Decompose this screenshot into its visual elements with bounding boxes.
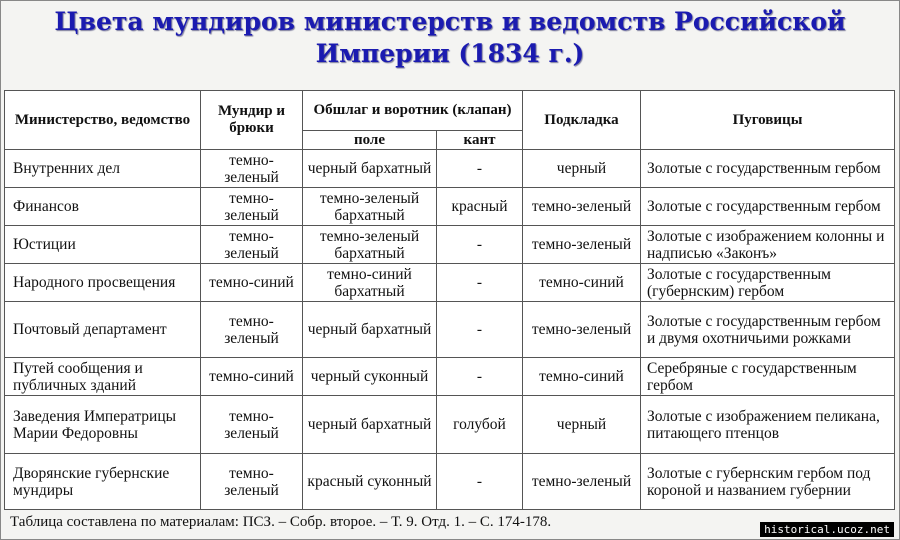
- cell-lining: темно-зеленый: [523, 188, 641, 226]
- cell-field: черный бархатный: [303, 302, 437, 358]
- source-footnote: Таблица составлена по материалам: ПСЗ. – Собр. второе. – Т. 9. Отд. 1. – С. 174-178.: [10, 514, 552, 530]
- cell-buttons: Золотые с государственным гербом: [641, 150, 895, 188]
- cell-ministry: Юстиции: [5, 226, 201, 264]
- cell-lining: черный: [523, 396, 641, 454]
- cell-lining: черный: [523, 150, 641, 188]
- cell-piping: красный: [437, 188, 523, 226]
- cell-uniform: темно-зеленый: [201, 188, 303, 226]
- page-title: [0, 6, 900, 70]
- table-row: [5, 358, 895, 396]
- cell-uniform: темно-зеленый: [201, 396, 303, 454]
- table-row: [5, 396, 895, 454]
- cell-field: темно-зеленый бархатный: [303, 188, 437, 226]
- header-piping: кант: [437, 131, 523, 150]
- header-field: поле: [303, 131, 437, 150]
- table-row: [5, 150, 895, 188]
- cell-buttons: Золотые с изображением колонны и надписью «Законъ»: [641, 226, 895, 264]
- cell-piping: -: [437, 264, 523, 302]
- cell-lining: темно-зеленый: [523, 454, 641, 510]
- table-row: [5, 188, 895, 226]
- cell-field: темно-синий бархатный: [303, 264, 437, 302]
- title-line-1: Цвета мундиров министерств и ведомств Российской: [54, 7, 846, 36]
- cell-field: черный бархатный: [303, 150, 437, 188]
- cell-field: черный бархатный: [303, 396, 437, 454]
- cell-uniform: темно-зеленый: [201, 454, 303, 510]
- cell-ministry: Финансов: [5, 188, 201, 226]
- cell-piping: -: [437, 150, 523, 188]
- cell-buttons: Серебряные с государственным гербом: [641, 358, 895, 396]
- title-line-2: Империи (1834 г.): [315, 39, 585, 68]
- cell-piping: -: [437, 226, 523, 264]
- header-cuffs-collar: Обшлаг и воротник (клапан): [303, 91, 523, 131]
- cell-ministry: Почтовый департамент: [5, 302, 201, 358]
- cell-lining: темно-зеленый: [523, 226, 641, 264]
- cell-uniform: темно-синий: [201, 264, 303, 302]
- table-row: [5, 264, 895, 302]
- header-uniform: Мундир и брюки: [201, 91, 303, 150]
- cell-lining: темно-зеленый: [523, 302, 641, 358]
- header-lining: Подкладка: [523, 91, 641, 150]
- cell-ministry: Дворянские губернские мундиры: [5, 454, 201, 510]
- cell-ministry: Народного просвещения: [5, 264, 201, 302]
- cell-field: темно-зеленый бархатный: [303, 226, 437, 264]
- cell-piping: -: [437, 358, 523, 396]
- table-row: [5, 226, 895, 264]
- cell-buttons: Золотые с губернским гербом под короной и названием губернии: [641, 454, 895, 510]
- header-buttons: Пуговицы: [641, 91, 895, 150]
- cell-piping: -: [437, 302, 523, 358]
- table-row: [5, 454, 895, 510]
- cell-buttons: Золотые с государственным гербом и двумя охотничьими рожками: [641, 302, 895, 358]
- cell-uniform: темно-зеленый: [201, 302, 303, 358]
- uniform-colors-table: [4, 90, 895, 510]
- cell-buttons: Золотые с государственным (губернским) гербом: [641, 264, 895, 302]
- cell-uniform: темно-зеленый: [201, 150, 303, 188]
- cell-lining: темно-синий: [523, 358, 641, 396]
- cell-buttons: Золотые с государственным гербом: [641, 188, 895, 226]
- cell-piping: -: [437, 454, 523, 510]
- cell-buttons: Золотые с изображением пеликана, питающего птенцов: [641, 396, 895, 454]
- cell-ministry: Путей сообщения и публичных зданий: [5, 358, 201, 396]
- site-watermark[interactable]: historical.ucoz.net: [760, 522, 894, 537]
- table-header: [5, 91, 895, 150]
- cell-piping: голубой: [437, 396, 523, 454]
- cell-lining: темно-синий: [523, 264, 641, 302]
- cell-uniform: темно-зеленый: [201, 226, 303, 264]
- cell-ministry: Внутренних дел: [5, 150, 201, 188]
- table-row: [5, 302, 895, 358]
- cell-field: черный суконный: [303, 358, 437, 396]
- cell-field: красный суконный: [303, 454, 437, 510]
- cell-uniform: темно-синий: [201, 358, 303, 396]
- cell-ministry: Заведения Императрицы Марии Федоровны: [5, 396, 201, 454]
- header-ministry: Министерство, ведомство: [5, 91, 201, 150]
